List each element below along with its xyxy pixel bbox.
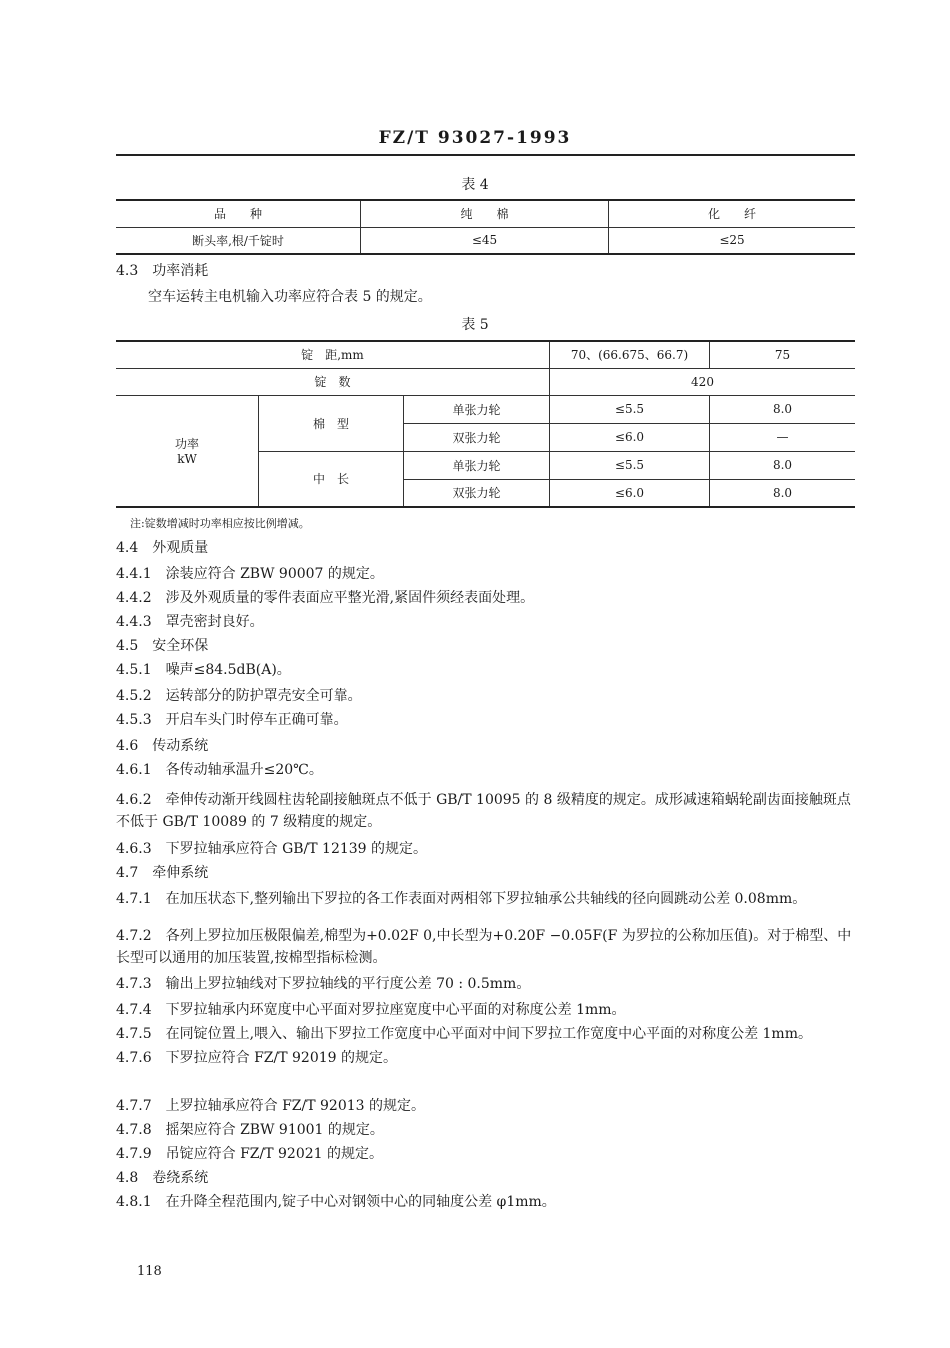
clause-text: 各传动轴承温升≤20℃。 xyxy=(165,762,323,778)
clause-text: 在加压状态下,整列输出下罗拉的各工作表面对两相邻下罗拉轴承公共轴线的径向圆跳动公差 0.08mm。 xyxy=(165,891,807,907)
clause-text: 输出上罗拉轴线对下罗拉轴线的平行度公差 70 : 0.5mm。 xyxy=(165,976,531,992)
clause-4-7-4 xyxy=(116,999,855,1021)
clause-number: 4.4.3 xyxy=(116,614,152,630)
clause-number: 4.7.5 xyxy=(116,1026,152,1042)
clause-number: 4.8 xyxy=(116,1170,139,1186)
table5-cotton-type: 棉 型 xyxy=(259,395,404,451)
clause-text: 安全环保 xyxy=(152,638,209,654)
clause-number: 4.6.3 xyxy=(116,841,152,857)
clause-4-6 xyxy=(116,735,855,757)
clause-number: 4.7.3 xyxy=(116,976,152,992)
table4 xyxy=(116,199,855,255)
clause-number: 4.5 xyxy=(116,638,139,654)
clause-number: 4.4.2 xyxy=(116,590,152,606)
clause-number: 4.7.4 xyxy=(116,1002,152,1018)
clause-4-7 xyxy=(116,862,855,884)
table4-caption: 表 4 xyxy=(461,177,489,193)
clause-4-7-3 xyxy=(116,973,855,995)
table5-note: 注:锭数增减时功率相应按比例增减。 xyxy=(130,517,310,530)
clause-4-7-5 xyxy=(116,1023,855,1045)
clause-text: 运转部分的防护罩壳安全可靠。 xyxy=(165,688,362,704)
clause-4-4-1 xyxy=(116,563,855,585)
table5-double-2: 双张力轮 xyxy=(404,479,550,507)
clause-number: 4.7.8 xyxy=(116,1122,152,1138)
standard-header: FZ/T 93027-1993 xyxy=(378,128,572,148)
clause-text: 吊锭应符合 FZ/T 92021 的规定。 xyxy=(165,1146,384,1162)
clause-text: 开启车头门时停车正确可靠。 xyxy=(165,712,348,728)
clause-4-4-3 xyxy=(116,611,855,633)
clause-text: 各列上罗拉加压极限偏差,棉型为+0.02F 0,中长型为+0.20F −0.05F(F 为罗拉的公称加压值)。对于棉型、中长型可以通用的加压装置,按棉型指标检测。 xyxy=(116,928,852,966)
table5-value-3b: 8.0 xyxy=(710,451,856,479)
clause-text: 噪声≤84.5dB(A)。 xyxy=(165,662,291,678)
clause-text: 上罗拉轴承应符合 FZ/T 92013 的规定。 xyxy=(165,1098,426,1114)
clause-number: 4.7 xyxy=(116,865,139,881)
table5-power-label: 功率 kW xyxy=(116,395,259,507)
clause-number: 4.4 xyxy=(116,540,139,556)
table5-value-4b: 8.0 xyxy=(710,479,856,507)
clause-number: 4.5.1 xyxy=(116,662,152,678)
clause-text: 下罗拉轴承内环宽度中心平面对罗拉座宽度中心平面的对称度公差 1mm。 xyxy=(165,1002,626,1018)
clause-text: 涂装应符合 ZBW 90007 的规定。 xyxy=(165,566,384,582)
clause-4-4 xyxy=(116,537,855,559)
clause-4-8-1 xyxy=(116,1191,855,1213)
page-number: 118 xyxy=(137,1264,162,1279)
clause-4-7-8 xyxy=(116,1119,855,1141)
table5-pitch-b: 75 xyxy=(710,341,856,368)
clause-number: 4.5.3 xyxy=(116,712,152,728)
table4-cell-chemical: ≤25 xyxy=(609,227,856,254)
section-4-3-title: 4.3 功率消耗 xyxy=(116,263,209,279)
section-4-3-text: 空车运转主电机输入功率应符合表 5 的规定。 xyxy=(148,289,432,305)
table5-caption: 表 5 xyxy=(461,317,489,333)
clause-4-5-1 xyxy=(116,659,855,681)
table5-pitch-a: 70、(66.675、66.7) xyxy=(550,341,710,368)
clause-number: 4.7.7 xyxy=(116,1098,152,1114)
table5-double-1: 双张力轮 xyxy=(404,423,550,451)
clause-4-7-1 xyxy=(116,888,855,910)
clause-number: 4.6.1 xyxy=(116,762,152,778)
clause-number: 4.7.2 xyxy=(116,928,152,944)
clause-number: 4.5.2 xyxy=(116,688,152,704)
clause-4-4-2 xyxy=(116,587,855,609)
clause-text: 罩壳密封良好。 xyxy=(165,614,264,630)
clause-4-6-3 xyxy=(116,838,855,860)
table4-header-cotton: 纯 棉 xyxy=(361,200,609,227)
table4-cell-cotton: ≤45 xyxy=(361,227,609,254)
clause-number: 4.8.1 xyxy=(116,1194,152,1210)
table5-value-4a: ≤6.0 xyxy=(550,479,710,507)
clause-number: 4.7.9 xyxy=(116,1146,152,1162)
table5 xyxy=(116,340,855,508)
clause-4-5-2 xyxy=(116,685,855,707)
clause-text: 下罗拉轴承应符合 GB/T 12139 的规定。 xyxy=(165,841,428,857)
table5-value-1b: 8.0 xyxy=(710,395,856,423)
table5-value-3a: ≤5.5 xyxy=(550,451,710,479)
table5-value-1a: ≤5.5 xyxy=(550,395,710,423)
clause-text: 下罗拉应符合 FZ/T 92019 的规定。 xyxy=(165,1050,398,1066)
clause-4-7-9 xyxy=(116,1143,855,1165)
clause-text: 在升降全程范围内,锭子中心对钢领中心的同轴度公差 φ1mm。 xyxy=(165,1194,556,1210)
clause-text: 外观质量 xyxy=(152,540,209,556)
clause-text: 传动系统 xyxy=(152,738,209,754)
table5-single-1: 单张力轮 xyxy=(404,395,550,423)
clause-number: 4.7.1 xyxy=(116,891,152,907)
table4-header-variety: 品 种 xyxy=(116,200,361,227)
table5-single-2: 单张力轮 xyxy=(404,451,550,479)
clause-4-6-2 xyxy=(116,789,855,833)
clause-4-5 xyxy=(116,635,855,657)
clause-number: 4.4.1 xyxy=(116,566,152,582)
table5-value-2b: — xyxy=(710,423,856,451)
clause-4-7-2 xyxy=(116,925,855,969)
clause-text: 摇架应符合 ZBW 91001 的规定。 xyxy=(165,1122,384,1138)
table4-row-label: 断头率,根/千锭时 xyxy=(116,227,361,254)
clause-text: 涉及外观质量的零件表面应平整光滑,紧固件须经表面处理。 xyxy=(165,590,535,606)
clause-text: 卷绕系统 xyxy=(152,1170,209,1186)
clause-number: 4.6 xyxy=(116,738,139,754)
clause-4-7-6 xyxy=(116,1047,855,1069)
table5-spindles-value: 420 xyxy=(550,368,856,395)
table5-medium-long: 中 长 xyxy=(259,451,404,507)
clause-4-5-3 xyxy=(116,709,855,731)
clause-text: 牵伸传动渐开线圆柱齿轮副接触斑点不低于 GB/T 10095 的 8 级精度的规定。成形减速箱蜗轮副齿面接触斑点不低于 GB/T 10089 的 7 级精度的规定。 xyxy=(116,792,851,830)
table5-spindles-label: 锭 数 xyxy=(116,368,550,395)
clause-text: 在同锭位置上,喂入、输出下罗拉工作宽度中心平面对中间下罗拉工作宽度中心平面的对称度公差 1mm。 xyxy=(165,1026,812,1042)
table5-pitch-label: 锭 距,mm xyxy=(116,341,550,368)
clause-text: 牵伸系统 xyxy=(152,865,209,881)
table4-header-chemical: 化 纤 xyxy=(609,200,856,227)
clause-4-6-1 xyxy=(116,759,855,781)
clause-4-8 xyxy=(116,1167,855,1189)
header-rule xyxy=(116,154,855,156)
clause-4-7-7 xyxy=(116,1095,855,1117)
table5-value-2a: ≤6.0 xyxy=(550,423,710,451)
clause-number: 4.6.2 xyxy=(116,792,152,808)
clause-number: 4.7.6 xyxy=(116,1050,152,1066)
